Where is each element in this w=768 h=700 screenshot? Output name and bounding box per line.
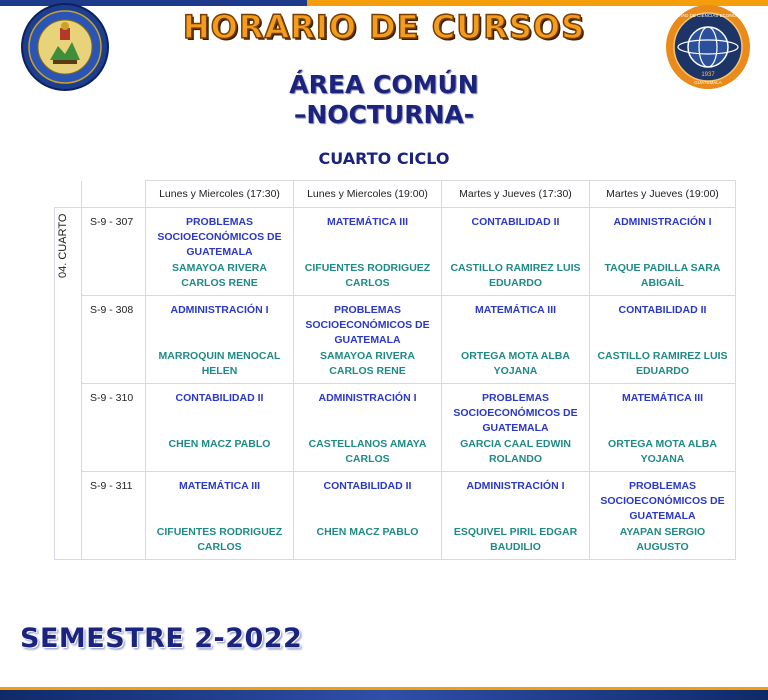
course-name: ADMINISTRACIÓN I (318, 392, 417, 404)
table-row (55, 472, 736, 560)
teacher-name: GARCIA CAAL EDWIN ROLANDO (460, 438, 571, 465)
cycle-title: CUARTO CICLO (318, 149, 450, 168)
schedule-cell (442, 208, 590, 296)
section-code: S-9 - 311 (82, 472, 146, 560)
schedule-cell (146, 208, 294, 296)
faculty-logo-year: 1937 (701, 72, 715, 78)
table-row (55, 384, 736, 472)
bottom-border-stripe (0, 690, 768, 700)
course-name: PROBLEMAS SOCIOECONÓMICOS DE GUATEMALA (453, 392, 578, 434)
course-name: MATEMÁTICA III (621, 392, 704, 404)
header-blank (55, 181, 82, 208)
teacher-name: MARROQUIN MENOCAL HELEN (158, 350, 281, 377)
schedule-cell (590, 472, 736, 560)
level-cell (55, 208, 82, 560)
teacher-name: CHEN MACZ PABLO (316, 526, 419, 538)
schedule-cell (590, 296, 736, 384)
course-name: ADMINISTRACIÓN I (613, 216, 712, 228)
area-title (0, 70, 768, 130)
teacher-name: CASTELLANOS AMAYA CARLOS (308, 438, 427, 465)
course-name: PROBLEMAS SOCIOECONÓMICOS DE GUATEMALA (305, 304, 430, 346)
page-title: HORARIO DE CURSOS (182, 8, 586, 46)
course-name: MATEMÁTICA III (178, 480, 261, 492)
teacher-name: TAQUE PADILLA SARA ABIGAÍL (604, 262, 721, 289)
semester-label: SEMESTRE 2-2022 (20, 623, 303, 654)
table-row (55, 296, 736, 384)
top-border-stripe (0, 0, 768, 6)
schedule-cell (146, 384, 294, 472)
schedule-cell (590, 208, 736, 296)
course-name: PROBLEMAS SOCIOECONÓMICOS DE GUATEMALA (157, 216, 282, 258)
schedule-cell (294, 472, 442, 560)
course-name: CONTABILIDAD II (618, 304, 707, 316)
course-name: ADMINISTRACIÓN I (466, 480, 565, 492)
schedule-cell (146, 296, 294, 384)
schedule-cell (146, 472, 294, 560)
schedule-cell (442, 296, 590, 384)
schedule-cell (294, 208, 442, 296)
faculty-logo-name: FACULTAD DE CIENCIAS ECONÓMICAS (665, 13, 751, 18)
teacher-name: ESQUIVEL PIRIL EDGAR BAUDILIO (453, 526, 578, 553)
column-header: Martes y Jueves (19:00) (590, 181, 736, 208)
teacher-name: CASTILLO RAMIREZ LUIS EDUARDO (597, 350, 728, 377)
table-row (55, 208, 736, 296)
course-name: CONTABILIDAD II (323, 480, 412, 492)
course-name: ADMINISTRACIÓN I (170, 304, 269, 316)
course-name: PROBLEMAS SOCIOECONÓMICOS DE GUATEMALA (600, 480, 725, 522)
column-header: Lunes y Miercoles (17:30) (146, 181, 294, 208)
section-code: S-9 - 307 (82, 208, 146, 296)
teacher-name: SAMAYOA RIVERA CARLOS RENE (172, 262, 267, 289)
schedule-table (54, 180, 736, 560)
header-row (55, 181, 736, 208)
schedule-cell (294, 384, 442, 472)
schedule-cell (442, 472, 590, 560)
teacher-name: AYAPAN SERGIO AUGUSTO (619, 526, 706, 553)
column-header: Martes y Jueves (17:30) (442, 181, 590, 208)
schedule-cell (590, 384, 736, 472)
area-title-line1: ÁREA COMÚN (289, 70, 479, 99)
schedule-cell (294, 296, 442, 384)
course-name: MATEMÁTICA III (326, 216, 409, 228)
course-name: CONTABILIDAD II (175, 392, 264, 404)
teacher-name: CASTILLO RAMIREZ LUIS EDUARDO (450, 262, 581, 289)
section-code: S-9 - 308 (82, 296, 146, 384)
course-name: MATEMÁTICA III (474, 304, 557, 316)
area-title-line2: –NOCTURNA- (293, 100, 475, 129)
header-blank (82, 181, 146, 208)
course-name: CONTABILIDAD II (471, 216, 560, 228)
faculty-logo-country: GUATEMALA (694, 80, 722, 85)
column-header: Lunes y Miercoles (19:00) (294, 181, 442, 208)
teacher-name: SAMAYOA RIVERA CARLOS RENE (320, 350, 415, 377)
teacher-name: CHEN MACZ PABLO (168, 438, 271, 450)
teacher-name: ORTEGA MOTA ALBA YOJANA (608, 438, 717, 465)
teacher-name: ORTEGA MOTA ALBA YOJANA (461, 350, 570, 377)
section-code: S-9 - 310 (82, 384, 146, 472)
teacher-name: CIFUENTES RODRIGUEZ CARLOS (156, 526, 283, 553)
schedule-cell (442, 384, 590, 472)
level-label: 04. CUARTO (57, 214, 69, 279)
teacher-name: CIFUENTES RODRIGUEZ CARLOS (304, 262, 431, 289)
